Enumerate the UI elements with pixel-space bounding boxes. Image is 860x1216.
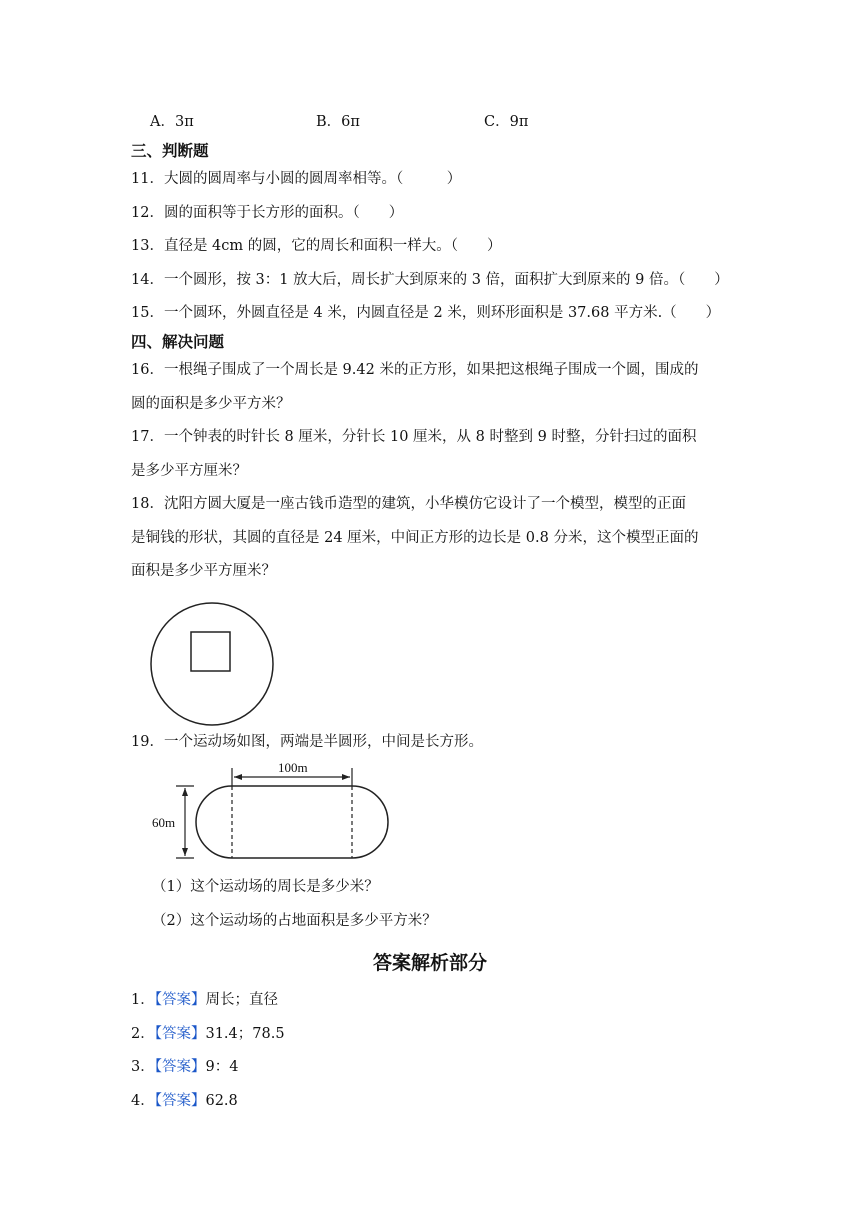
answer-number: 2．: [131, 1026, 155, 1042]
answer-value: 9：4: [205, 1059, 239, 1075]
question-14: 14．一个圆形，按 3：1 放大后，周长扩大到原来的 3 倍，面积扩大到原来的 9 倍。（ ）: [131, 272, 729, 288]
question-19: 19．一个运动场如图，两端是半圆形，中间是长方形。: [131, 734, 483, 750]
answer-number: 4．: [131, 1093, 155, 1109]
answer-number: 1．: [131, 992, 155, 1008]
question-13: 13．直径是 4cm 的圆，它的周长和面积一样大。（ ）: [131, 238, 502, 254]
question-15: 15．一个圆环，外圆直径是 4 米，内圆直径是 2 米，则环形面积是 37.68 平方米.（ ）: [131, 305, 721, 321]
answer-row: [131, 1091, 238, 1111]
answer-tag: 【答案】: [154, 1026, 206, 1042]
question-18-line1: 18．沈阳方圆大厦是一座古钱币造型的建筑，小华模仿它设计了一个模型，模型的正面: [131, 496, 686, 512]
answer-number: 3．: [131, 1059, 155, 1075]
question-19-sub2: （2）这个运动场的占地面积是多少平方米？: [152, 913, 437, 929]
length-label: 100m: [278, 760, 308, 775]
question-17-line1: 17．一个钟表的时针长 8 厘米，分针长 10 厘米，从 8 时整到 9 时整，分针扫过的面积: [131, 429, 697, 445]
question-11: 11．大圆的圆周率与小圆的圆周率相等。（ ）: [131, 171, 462, 187]
answer-value: 周长；直径: [205, 992, 278, 1008]
choice-c: C．9π: [484, 114, 529, 130]
question-16-line2: 圆的面积是多少平方米？: [131, 396, 291, 412]
width-label: 60m: [152, 815, 176, 830]
answer-section-title: 答案解析部分: [372, 952, 487, 974]
question-18-line3: 面积是多少平方厘米？: [131, 563, 276, 579]
stadium-outline: [196, 786, 388, 858]
question-18-line2: 是铜钱的形状，其圆的直径是 24 厘米，中间正方形的边长是 0.8 分米，这个模型正面的: [131, 530, 699, 546]
choice-a: A．3π: [150, 114, 194, 130]
answer-row: [131, 1057, 238, 1077]
coin-square-hole: [191, 632, 230, 671]
question-16-line1: 16．一根绳子围成了一个周长是 9.42 米的正方形，如果把这根绳子围成一个圆，围成的: [131, 362, 699, 378]
answer-value: 62.8: [205, 1093, 238, 1109]
question-19-sub1: （1）这个运动场的周长是多少米？: [152, 879, 379, 895]
coin-figure: [148, 600, 278, 730]
section-heading-judgment: 三、判断题: [131, 142, 209, 160]
answer-row: [131, 990, 278, 1010]
answer-value: 31.4；78.5: [205, 1026, 285, 1042]
answer-tag: 【答案】: [154, 1093, 206, 1109]
answer-row: [131, 1024, 285, 1044]
question-17-line2: 是多少平方厘米？: [131, 463, 247, 479]
coin-outer-circle: [151, 603, 273, 725]
answer-tag: 【答案】: [154, 1059, 206, 1075]
stadium-figure: [152, 760, 392, 866]
question-12: 12．圆的面积等于长方形的面积。（ ）: [131, 205, 404, 221]
choice-b: B．6π: [316, 114, 360, 130]
section-heading-problems: 四、解决问题: [131, 333, 225, 351]
answer-tag: 【答案】: [154, 992, 206, 1008]
